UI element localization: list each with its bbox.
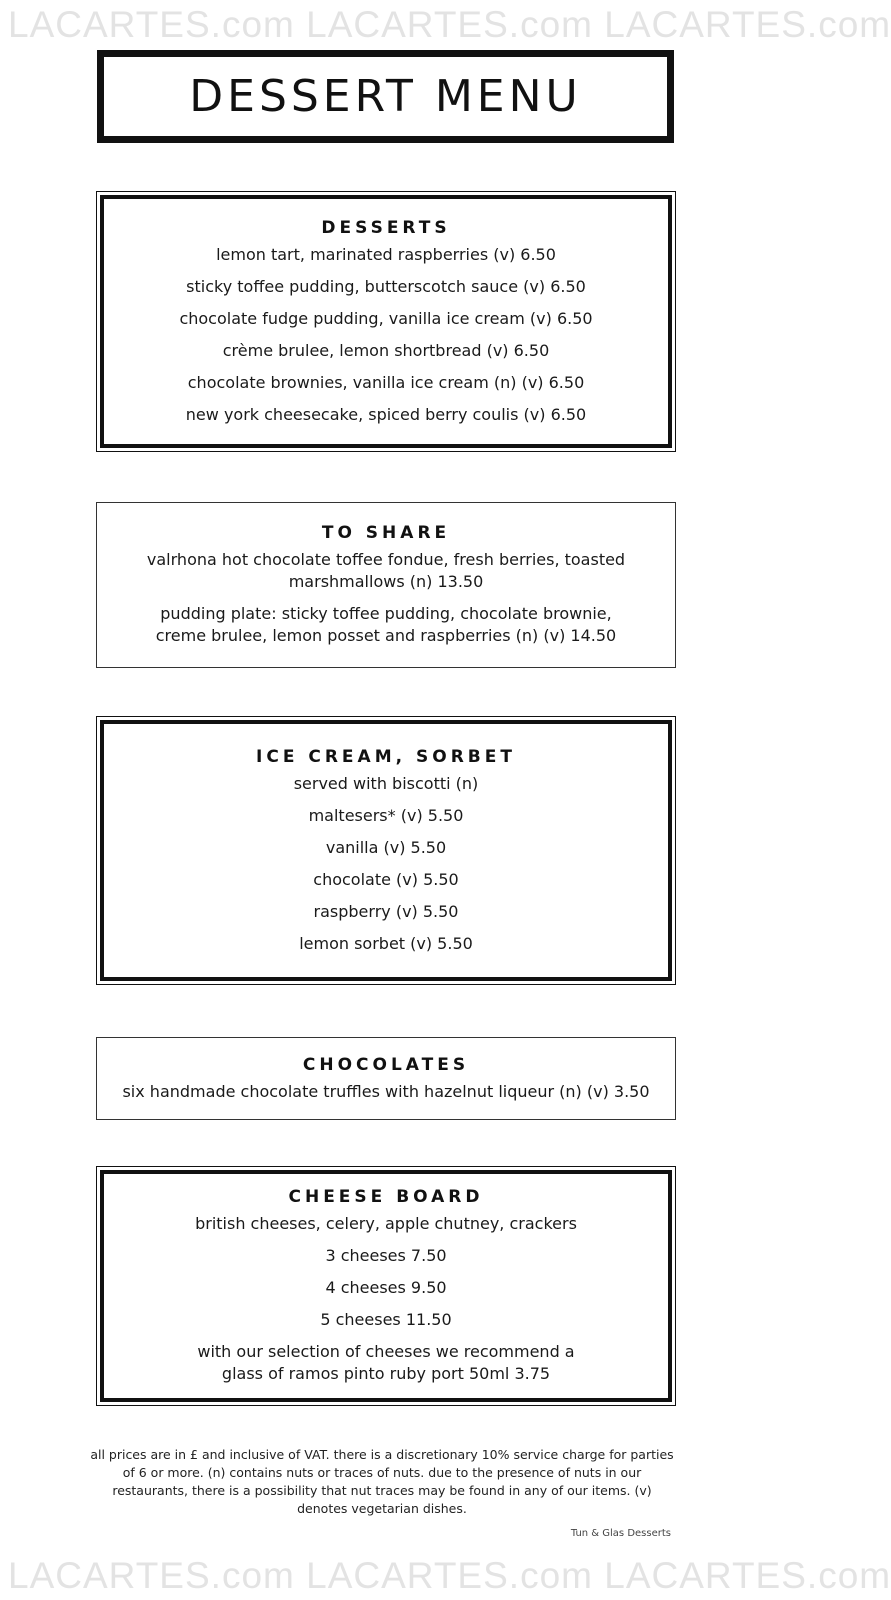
menu-item: raspberry (v) 5.50 bbox=[313, 901, 459, 921]
menu-item: 5 cheeses 11.50 bbox=[320, 1310, 452, 1329]
menu-item: six handmade chocolate truffles with hazelnut liqueur (n) (v) 3.50 bbox=[122, 1081, 650, 1101]
section-chocolates bbox=[96, 1037, 676, 1120]
menu-item: lemon tart, marinated raspberries (v) 6.50 bbox=[216, 244, 556, 264]
menu-item: valrhona hot chocolate toffee fondue, fresh berries, toasted marshmallows (n) 13.50 bbox=[146, 550, 626, 591]
section-desserts bbox=[96, 191, 676, 452]
section-to-share bbox=[96, 502, 676, 668]
section-heading: CHOCOLATES bbox=[302, 1054, 470, 1075]
menu-item: maltesers* (v) 5.50 bbox=[308, 805, 464, 825]
watermark-bottom: LACARTES.com LACARTES.com LACARTES.com bbox=[8, 1555, 891, 1596]
menu-item: british cheeses, celery, apple chutney, crackers bbox=[195, 1214, 577, 1233]
watermark-top: LACARTES.com LACARTES.com LACARTES.com bbox=[8, 4, 891, 45]
section-cheese-board bbox=[96, 1166, 676, 1406]
menu-item: pudding plate: sticky toffee pudding, chocolate brownie, creme brulee, lemon posset and raspberries (n) (v) 14.50 bbox=[155, 604, 617, 645]
menu-item: vanilla (v) 5.50 bbox=[325, 837, 447, 857]
section-ice-cream-sorbet bbox=[96, 716, 676, 985]
menu-title-box bbox=[97, 50, 674, 143]
menu-item: served with biscotti (n) bbox=[293, 773, 479, 793]
menu-item: sticky toffee pudding, butterscotch sauce (v) 6.50 bbox=[186, 276, 586, 296]
footnote-disclaimer: all prices are in £ and inclusive of VAT. there is a discretionary 10% service charge for parties of 6 or more. (n) contains nuts or traces of nuts. due to the presence of nuts in our restaurants, there is a possibility that nut traces may be found in any of our items. (v) denotes vegetarian dishes. bbox=[90, 1447, 674, 1516]
section-heading: ICE CREAM, SORBET bbox=[256, 746, 516, 767]
menu-item: new york cheesecake, spiced berry coulis (v) 6.50 bbox=[185, 404, 587, 424]
menu-item: with our selection of cheeses we recommend a glass of ramos pinto ruby port 50ml 3.75 bbox=[197, 1342, 575, 1383]
footer-credit: Tun & Glas Desserts bbox=[570, 1528, 671, 1539]
menu-item: chocolate (v) 5.50 bbox=[313, 869, 459, 889]
section-heading: CHEESE BOARD bbox=[288, 1187, 484, 1207]
menu-title: DESSERT MENU bbox=[189, 71, 582, 122]
menu-item: 3 cheeses 7.50 bbox=[325, 1246, 447, 1265]
menu-item: chocolate brownies, vanilla ice cream (n) (v) 6.50 bbox=[187, 372, 585, 392]
section-heading: DESSERTS bbox=[321, 217, 451, 238]
menu-item: 4 cheeses 9.50 bbox=[325, 1278, 447, 1297]
menu-item: crème brulee, lemon shortbread (v) 6.50 bbox=[222, 340, 550, 360]
menu-item: chocolate fudge pudding, vanilla ice cream (v) 6.50 bbox=[179, 308, 593, 328]
menu-item: lemon sorbet (v) 5.50 bbox=[299, 933, 473, 953]
section-heading: TO SHARE bbox=[321, 523, 451, 543]
